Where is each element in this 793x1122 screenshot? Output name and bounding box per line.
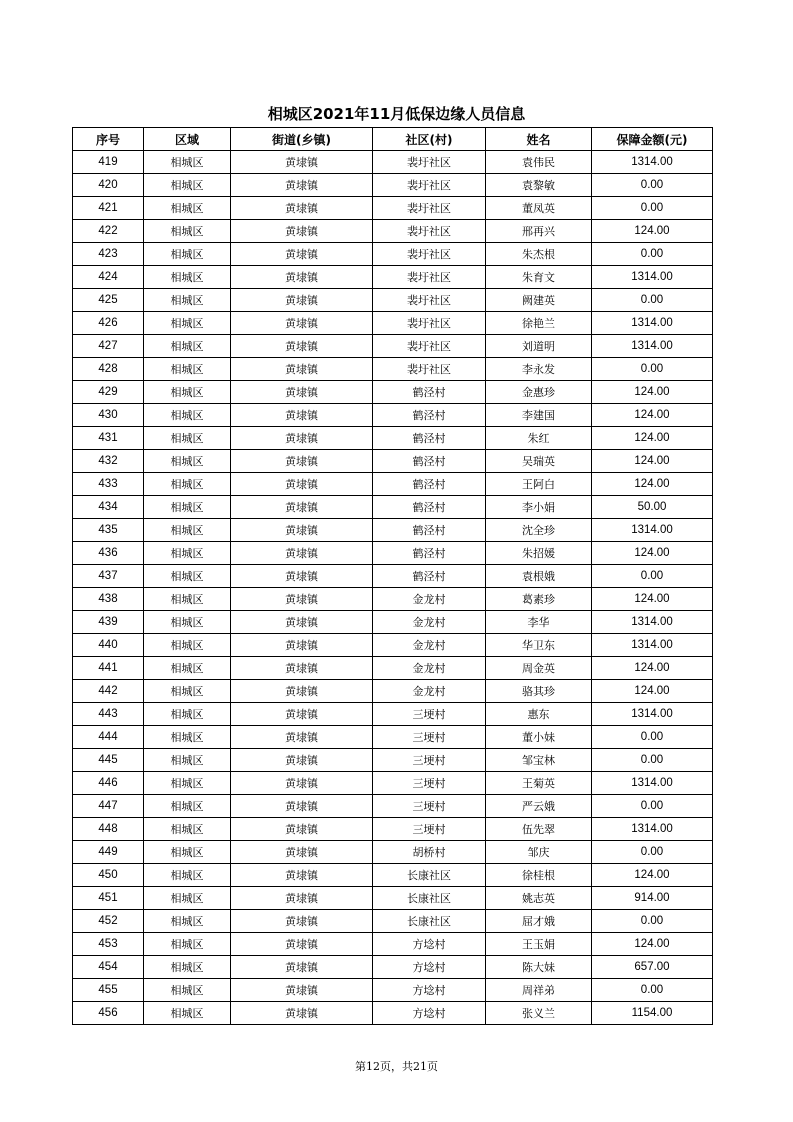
district-cell: 相城区 [144,726,231,749]
table-body [73,151,713,1025]
name-cell: 袁伟民 [486,151,592,174]
street-cell: 黄埭镇 [231,979,373,1002]
name-cell: 朱招媛 [486,542,592,565]
street-cell: 黄埭镇 [231,933,373,956]
header-name: 姓名 [486,128,592,151]
serial-cell: 434 [73,496,144,519]
street-cell: 黄埭镇 [231,358,373,381]
data-table [72,127,713,1025]
street-cell: 黄埭镇 [231,795,373,818]
serial-cell: 443 [73,703,144,726]
name-cell: 邹宝林 [486,749,592,772]
street-cell: 黄埭镇 [231,956,373,979]
street-cell: 黄埭镇 [231,749,373,772]
district-cell: 相城区 [144,312,231,335]
district-cell: 相城区 [144,358,231,381]
community-cell: 三埂村 [373,772,486,795]
amount-cell: 124.00 [592,473,713,496]
name-cell: 沈全珍 [486,519,592,542]
community-cell: 裴圩社区 [373,289,486,312]
street-cell: 黄埭镇 [231,197,373,220]
community-cell: 方埝村 [373,979,486,1002]
table-row [73,795,713,818]
amount-cell: 1314.00 [592,312,713,335]
street-cell: 黄埭镇 [231,1002,373,1025]
serial-cell: 445 [73,749,144,772]
district-cell: 相城区 [144,427,231,450]
serial-cell: 436 [73,542,144,565]
name-cell: 金惠珍 [486,381,592,404]
community-cell: 金龙村 [373,657,486,680]
district-cell: 相城区 [144,335,231,358]
amount-cell: 0.00 [592,841,713,864]
name-cell: 朱杰根 [486,243,592,266]
name-cell: 惠东 [486,703,592,726]
table-row [73,818,713,841]
district-cell: 相城区 [144,887,231,910]
serial-cell: 431 [73,427,144,450]
amount-cell: 0.00 [592,243,713,266]
serial-cell: 456 [73,1002,144,1025]
name-cell: 朱红 [486,427,592,450]
amount-cell: 0.00 [592,726,713,749]
table-row [73,703,713,726]
amount-cell: 0.00 [592,197,713,220]
table-row [73,588,713,611]
table-row [73,266,713,289]
table-row [73,496,713,519]
name-cell: 徐桂根 [486,864,592,887]
street-cell: 黄埭镇 [231,174,373,197]
serial-cell: 437 [73,565,144,588]
community-cell: 金龙村 [373,588,486,611]
street-cell: 黄埭镇 [231,634,373,657]
name-cell: 姚志英 [486,887,592,910]
name-cell: 邢再兴 [486,220,592,243]
district-cell: 相城区 [144,772,231,795]
street-cell: 黄埭镇 [231,473,373,496]
community-cell: 鹤泾村 [373,542,486,565]
name-cell: 周祥弟 [486,979,592,1002]
street-cell: 黄埭镇 [231,381,373,404]
name-cell: 李华 [486,611,592,634]
street-cell: 黄埭镇 [231,841,373,864]
header-street: 街道(乡镇) [231,128,373,151]
amount-cell: 50.00 [592,496,713,519]
table-row [73,335,713,358]
name-cell: 张义兰 [486,1002,592,1025]
serial-cell: 432 [73,450,144,473]
district-cell: 相城区 [144,1002,231,1025]
community-cell: 裴圩社区 [373,312,486,335]
table-row [73,1002,713,1025]
amount-cell: 1314.00 [592,335,713,358]
name-cell: 屈才娥 [486,910,592,933]
amount-cell: 0.00 [592,749,713,772]
serial-cell: 446 [73,772,144,795]
amount-cell: 1314.00 [592,703,713,726]
table-row [73,634,713,657]
community-cell: 裴圩社区 [373,220,486,243]
community-cell: 方埝村 [373,956,486,979]
table-row [73,220,713,243]
amount-cell: 1314.00 [592,611,713,634]
table-row [73,772,713,795]
district-cell: 相城区 [144,519,231,542]
street-cell: 黄埭镇 [231,335,373,358]
district-cell: 相城区 [144,795,231,818]
district-cell: 相城区 [144,634,231,657]
street-cell: 黄埭镇 [231,703,373,726]
district-cell: 相城区 [144,979,231,1002]
serial-cell: 433 [73,473,144,496]
district-cell: 相城区 [144,450,231,473]
district-cell: 相城区 [144,841,231,864]
name-cell: 阙建英 [486,289,592,312]
amount-cell: 0.00 [592,565,713,588]
name-cell: 李永发 [486,358,592,381]
table-header-row [73,128,713,151]
serial-cell: 419 [73,151,144,174]
district-cell: 相城区 [144,818,231,841]
serial-cell: 422 [73,220,144,243]
amount-cell: 0.00 [592,174,713,197]
name-cell: 刘道明 [486,335,592,358]
table-row [73,979,713,1002]
street-cell: 黄埭镇 [231,565,373,588]
name-cell: 朱育文 [486,266,592,289]
name-cell: 邹庆 [486,841,592,864]
district-cell: 相城区 [144,588,231,611]
district-cell: 相城区 [144,220,231,243]
table-row [73,933,713,956]
table-row [73,404,713,427]
district-cell: 相城区 [144,565,231,588]
amount-cell: 1314.00 [592,818,713,841]
name-cell: 李小娟 [486,496,592,519]
amount-cell: 1314.00 [592,266,713,289]
table-row [73,289,713,312]
table-row [73,887,713,910]
district-cell: 相城区 [144,289,231,312]
district-cell: 相城区 [144,956,231,979]
community-cell: 三埂村 [373,703,486,726]
street-cell: 黄埭镇 [231,887,373,910]
header-amount: 保障金额(元) [592,128,713,151]
amount-cell: 0.00 [592,910,713,933]
community-cell: 三埂村 [373,818,486,841]
community-cell: 胡桥村 [373,841,486,864]
serial-cell: 452 [73,910,144,933]
name-cell: 王菊英 [486,772,592,795]
table-row [73,657,713,680]
district-cell: 相城区 [144,496,231,519]
community-cell: 长康社区 [373,910,486,933]
district-cell: 相城区 [144,680,231,703]
street-cell: 黄埭镇 [231,680,373,703]
street-cell: 黄埭镇 [231,864,373,887]
table-row [73,565,713,588]
community-cell: 裴圩社区 [373,197,486,220]
district-cell: 相城区 [144,933,231,956]
district-cell: 相城区 [144,864,231,887]
amount-cell: 124.00 [592,864,713,887]
district-cell: 相城区 [144,703,231,726]
name-cell: 徐艳兰 [486,312,592,335]
serial-cell: 455 [73,979,144,1002]
amount-cell: 124.00 [592,381,713,404]
table-row [73,450,713,473]
district-cell: 相城区 [144,266,231,289]
amount-cell: 124.00 [592,933,713,956]
table-row [73,680,713,703]
district-cell: 相城区 [144,749,231,772]
table-row [73,174,713,197]
street-cell: 黄埭镇 [231,772,373,795]
community-cell: 长康社区 [373,887,486,910]
table-row [73,473,713,496]
table-row [73,841,713,864]
name-cell: 王玉娟 [486,933,592,956]
community-cell: 鹤泾村 [373,381,486,404]
community-cell: 金龙村 [373,634,486,657]
serial-cell: 440 [73,634,144,657]
community-cell: 裴圩社区 [373,335,486,358]
header-district: 区域 [144,128,231,151]
table-row [73,519,713,542]
amount-cell: 0.00 [592,979,713,1002]
amount-cell: 0.00 [592,795,713,818]
serial-cell: 423 [73,243,144,266]
district-cell: 相城区 [144,611,231,634]
community-cell: 裴圩社区 [373,266,486,289]
street-cell: 黄埭镇 [231,312,373,335]
amount-cell: 124.00 [592,588,713,611]
serial-cell: 428 [73,358,144,381]
street-cell: 黄埭镇 [231,542,373,565]
amount-cell: 1314.00 [592,151,713,174]
district-cell: 相城区 [144,197,231,220]
community-cell: 长康社区 [373,864,486,887]
serial-cell: 448 [73,818,144,841]
community-cell: 鹤泾村 [373,450,486,473]
name-cell: 袁根娥 [486,565,592,588]
community-cell: 方埝村 [373,933,486,956]
serial-cell: 444 [73,726,144,749]
table-row [73,358,713,381]
district-cell: 相城区 [144,657,231,680]
community-cell: 鹤泾村 [373,496,486,519]
table-row [73,726,713,749]
name-cell: 周金英 [486,657,592,680]
street-cell: 黄埭镇 [231,266,373,289]
amount-cell: 657.00 [592,956,713,979]
amount-cell: 124.00 [592,657,713,680]
community-cell: 裴圩社区 [373,174,486,197]
table-row [73,312,713,335]
table-row [73,749,713,772]
name-cell: 葛素珍 [486,588,592,611]
amount-cell: 124.00 [592,542,713,565]
serial-cell: 421 [73,197,144,220]
serial-cell: 450 [73,864,144,887]
serial-cell: 429 [73,381,144,404]
street-cell: 黄埭镇 [231,220,373,243]
table-row [73,910,713,933]
district-cell: 相城区 [144,151,231,174]
serial-cell: 438 [73,588,144,611]
amount-cell: 0.00 [592,289,713,312]
community-cell: 鹤泾村 [373,427,486,450]
table-row [73,243,713,266]
table-row [73,956,713,979]
community-cell: 鹤泾村 [373,404,486,427]
amount-cell: 1314.00 [592,772,713,795]
community-cell: 裴圩社区 [373,151,486,174]
amount-cell: 124.00 [592,450,713,473]
name-cell: 华卫东 [486,634,592,657]
community-cell: 鹤泾村 [373,519,486,542]
table-row [73,542,713,565]
community-cell: 裴圩社区 [373,243,486,266]
amount-cell: 1314.00 [592,634,713,657]
community-cell: 裴圩社区 [373,358,486,381]
name-cell: 李建国 [486,404,592,427]
serial-cell: 441 [73,657,144,680]
street-cell: 黄埭镇 [231,910,373,933]
name-cell: 伍先翠 [486,818,592,841]
serial-cell: 424 [73,266,144,289]
amount-cell: 1314.00 [592,519,713,542]
table-row [73,151,713,174]
district-cell: 相城区 [144,174,231,197]
district-cell: 相城区 [144,910,231,933]
amount-cell: 124.00 [592,427,713,450]
amount-cell: 0.00 [592,358,713,381]
serial-cell: 442 [73,680,144,703]
name-cell: 董小妹 [486,726,592,749]
street-cell: 黄埭镇 [231,657,373,680]
document-title: 相城区2021年11月低保边缘人员信息 [267,105,526,123]
table-row [73,381,713,404]
amount-cell: 124.00 [592,680,713,703]
amount-cell: 124.00 [592,220,713,243]
name-cell: 吴瑞英 [486,450,592,473]
community-cell: 方埝村 [373,1002,486,1025]
serial-cell: 451 [73,887,144,910]
amount-cell: 1154.00 [592,1002,713,1025]
name-cell: 陈大妹 [486,956,592,979]
page-footer: 第12页，共21页 [355,1060,438,1073]
serial-cell: 420 [73,174,144,197]
community-cell: 三埂村 [373,726,486,749]
street-cell: 黄埭镇 [231,427,373,450]
street-cell: 黄埭镇 [231,611,373,634]
serial-cell: 425 [73,289,144,312]
community-cell: 三埂村 [373,795,486,818]
serial-cell: 430 [73,404,144,427]
header-community: 社区(村) [373,128,486,151]
street-cell: 黄埭镇 [231,818,373,841]
community-cell: 鹤泾村 [373,565,486,588]
amount-cell: 914.00 [592,887,713,910]
serial-cell: 454 [73,956,144,979]
table-row [73,611,713,634]
name-cell: 王阿白 [486,473,592,496]
community-cell: 金龙村 [373,611,486,634]
community-cell: 三埂村 [373,749,486,772]
street-cell: 黄埭镇 [231,726,373,749]
community-cell: 金龙村 [373,680,486,703]
street-cell: 黄埭镇 [231,450,373,473]
street-cell: 黄埭镇 [231,588,373,611]
community-cell: 鹤泾村 [373,473,486,496]
street-cell: 黄埭镇 [231,151,373,174]
street-cell: 黄埭镇 [231,243,373,266]
district-cell: 相城区 [144,381,231,404]
serial-cell: 447 [73,795,144,818]
table-row [73,427,713,450]
name-cell: 严云娥 [486,795,592,818]
name-cell: 董凤英 [486,197,592,220]
table-row [73,864,713,887]
name-cell: 骆其珍 [486,680,592,703]
serial-cell: 427 [73,335,144,358]
street-cell: 黄埭镇 [231,496,373,519]
district-cell: 相城区 [144,473,231,496]
district-cell: 相城区 [144,243,231,266]
serial-cell: 449 [73,841,144,864]
street-cell: 黄埭镇 [231,519,373,542]
district-cell: 相城区 [144,542,231,565]
serial-cell: 426 [73,312,144,335]
serial-cell: 453 [73,933,144,956]
district-cell: 相城区 [144,404,231,427]
name-cell: 袁黎敏 [486,174,592,197]
serial-cell: 439 [73,611,144,634]
table-row [73,197,713,220]
street-cell: 黄埭镇 [231,404,373,427]
serial-cell: 435 [73,519,144,542]
header-serial: 序号 [73,128,144,151]
street-cell: 黄埭镇 [231,289,373,312]
amount-cell: 124.00 [592,404,713,427]
